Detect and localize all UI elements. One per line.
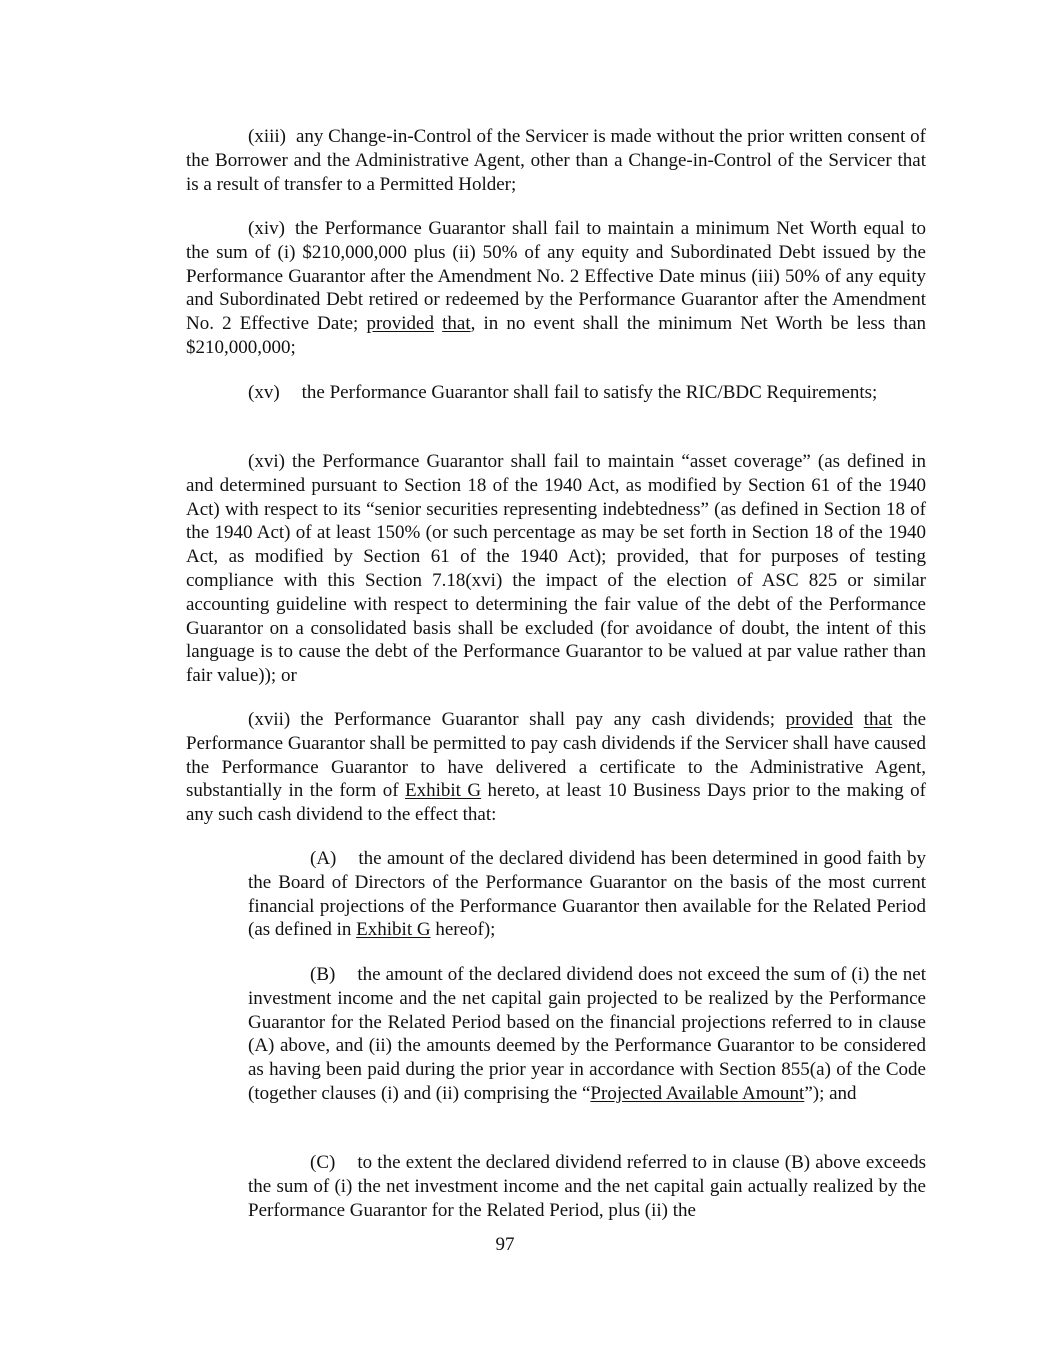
paragraph-xiii [186, 125, 926, 196]
paragraph-xiv [186, 217, 926, 360]
clause-number: (A) [310, 848, 337, 869]
provided-term: provided [366, 313, 434, 335]
clause-number: (B) [310, 964, 336, 985]
paragraph-xvi [186, 450, 926, 688]
clause-text-end: hereof); [430, 919, 496, 941]
clause-text: the amount of the declared dividend does not exceed the sum of (i) the net investment income and the net capital gain projected to be realized by the Performance Guarantor for the Related Period based on the financial projections referred to in clause (A) above, and (ii) the amounts deemed by the Performance Guarantor to be considered as having been paid during the prior year in accordance with Section 855(a) of the Code (together clauses (i) and (ii) comprising the “ [248, 964, 926, 1104]
clause-number: (C) [310, 1152, 336, 1173]
provided-term: provided [785, 709, 854, 730]
clause-number: (xiv) [248, 218, 285, 239]
clause-text: the Performance Guarantor shall fail to maintain “asset coverage” (as defined in and determined pursuant to Section 18 of the 1940 Act, as modified by Section 61 of the 1940 Act) with respect to its “senior securities representing indebtedness” (as defined in Section 18 of the 1940 Act) of at least 150% (or such percentage as may be set forth in Section 18 of the 1940 Act, as modified by Section 61 of the 1940 Act); provided, that for purposes of testing compliance with this Section 7.18(xvi) the impact of the election of ASC 825 or similar accounting guideline with respect to determining the fair value of the debt of the Performance Guarantor on a consolidated basis shall be excluded (for avoidance of doubt, the intent of this language is to cause the debt of the Performance Guarantor to be valued at par value rather than fair value)); or [186, 451, 926, 687]
clause-text: the Performance Guarantor shall fail to satisfy the RIC/BDC Requirements; [301, 382, 878, 403]
paragraph-xv [186, 381, 926, 405]
clause-text: any Change-in-Control of the Servicer is made without the prior written consent of the Borrower and the Administrative Agent, other than a Change-in-Control of the Servicer that is a result of transfer to a Permitted Holder; [186, 126, 927, 195]
clause-text-continued: , in no event shall the minimum Net Worth be less than $210,000,000; [186, 313, 927, 358]
paragraph-B [248, 963, 926, 1106]
clause-number: (xiii) [248, 126, 286, 147]
projected-available-amount-term: Projected Available Amount [590, 1082, 805, 1104]
clause-text: to the extent the declared dividend referred to in clause (B) above exceeds the sum of (i) the net investment income and the net capital gain actually realized by the Performance Guarantor for the Related Period, plus (ii) the [248, 1152, 926, 1221]
clause-number: (xvi) [248, 451, 285, 472]
paragraph-C [248, 1151, 926, 1222]
clause-number: (xvii) [248, 709, 291, 730]
exhibit-g-reference: Exhibit G [356, 919, 431, 941]
clause-text-end: ”); and [804, 1082, 857, 1104]
that-term: that [442, 313, 471, 335]
clause-text-end: hereto, at least 10 Business Days prior to the making of any such cash dividend to the effect that: [186, 780, 926, 826]
clause-number: (xv) [248, 382, 280, 403]
paragraph-xvii [186, 708, 926, 827]
clause-text-continued: the Performance Guarantor shall be permitted to pay cash dividends if the Servicer shall have caused the Performance Guarantor to have delivered a certificate to the Administrative Agent, substantially in the form of [186, 709, 927, 802]
paragraph-A [248, 847, 926, 942]
clause-text: the Performance Guarantor shall pay any cash dividends; [300, 709, 786, 730]
that-term: that [863, 709, 893, 730]
page-number: 97 [495, 1234, 515, 1255]
exhibit-g-reference: Exhibit G [404, 780, 482, 802]
clause-text: the amount of the declared dividend has been determined in good faith by the Board of Directors of the Performance Guarantor on the basis of the most current financial projections of the Performance Guarantor then available for the Related Period (as defined in [248, 848, 926, 941]
clause-text: the Performance Guarantor shall fail to maintain a minimum Net Worth equal to the sum of (i) $210,000,000 plus (ii) 50% of any equity and Subordinated Debt issued by the Performance Guarantor after the Amendment No. 2 Effective Date minus (iii) 50% of any equity and Subordinated Debt retired or redeemed by the Performance Guarantor after the Amendment No. 2 Effective Date; [186, 218, 926, 335]
